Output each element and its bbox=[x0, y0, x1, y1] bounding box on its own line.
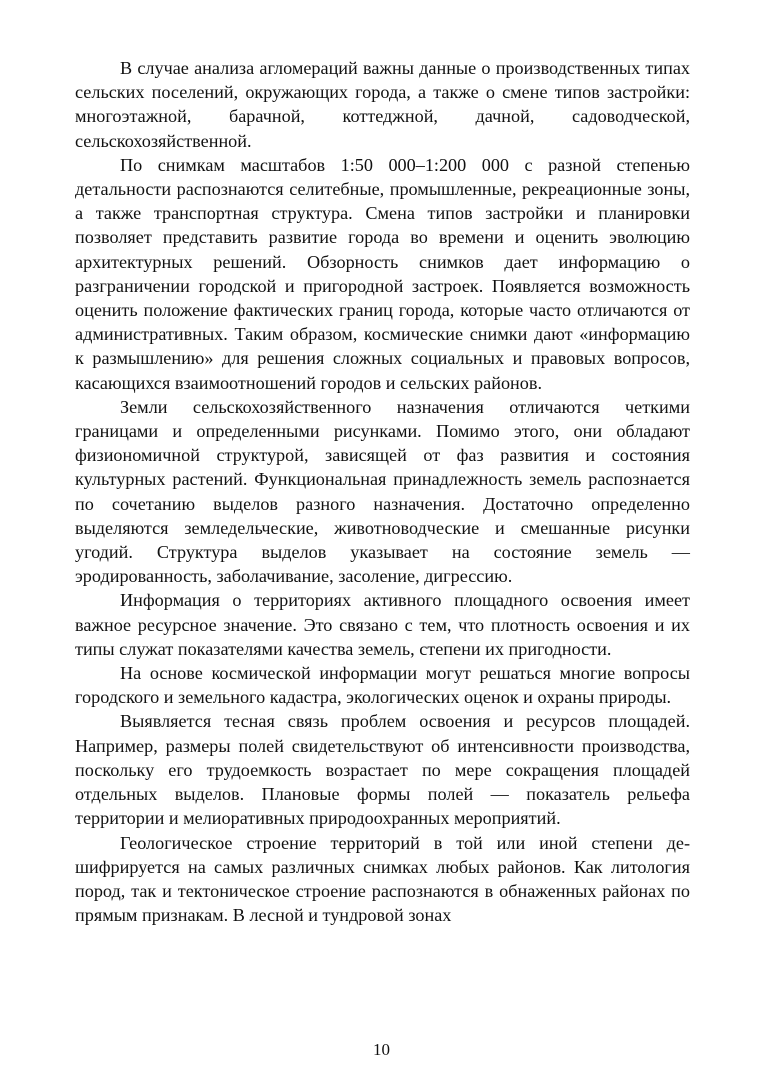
paragraph-7: Геологическое строение территорий в той или иной степени дешифрируется на самых различных снимках любых районов. Как литология пород, так и тектоническое строение распознаются в обнаженных районах по прямым признакам. В лесной и тундровой зонах bbox=[75, 832, 690, 926]
paragraph-4: Информация о территориях активного площадного освоения имеет важное ресурсное значение. Это связано с тем, что плотность освоения и их типы служат показателями качества земель, степени их пригодности. bbox=[75, 590, 690, 659]
paragraph-1: В случае анализа агломераций важны данные о производственных типах сельских поселений, окружающих города, а также о смене типов застройки: многоэтажной, барачной, коттеджной, дачной, садоводческой, сельскохозяйственной. bbox=[75, 58, 690, 151]
page-number: 10 bbox=[373, 1040, 390, 1059]
page-body bbox=[75, 56, 690, 927]
paragraph-6: Выявляется тесная связь проблем освоения и ресурсов площадей. Например, размеры полей свидетельствуют об интенсивности производства, поскольку его трудоемкость возрастает по мере сокращения площадей отдельных выделов. Плановые формы полей — показатель рельефа территории и мелиоративных природоохранных мероприятий. bbox=[75, 711, 690, 829]
paragraph-2: По снимкам масштабов 1:50 000–1:200 000 с разной степенью детальности распознаются селитебные, промышленные, рекреационные зоны, а также транспортная структура. Смена типов застройки и планировки позволяет представить развитие города во времени и оценить эволюцию архитектурных решений. Обзорность снимков дает информацию о разграничении городской и пригородной застроек. Появляется возможность оценить положение фактических границ города, которые часто отличаются от административных. Таким образом, космические снимки дают «информацию к размышлению» для решения сложных социальных и правовых вопросов, касающихся взаимоотношений городов и сельских районов. bbox=[75, 154, 690, 393]
paragraph-3: Земли сельскохозяйственного назначения отличаются четкими границами и определенными рисунками. Помимо этого, они обладают физиономичной структурой, зависящей от фаз развития и состояния культурных растений. Функциональная принадлежность земель распознается по сочетанию выделов разного назначения. Достаточно определенно выделяются земледельческие, животноводческие и смешанные рисунки угодий. Структура выделов указывает на состояние земель — эродированность, заболачивание, засоление, дигрессию. bbox=[75, 396, 690, 587]
paragraph-5: На основе космической информации могут решаться многие вопросы городского и земельного кадастра, экологических оценок и охраны природы. bbox=[75, 663, 690, 708]
